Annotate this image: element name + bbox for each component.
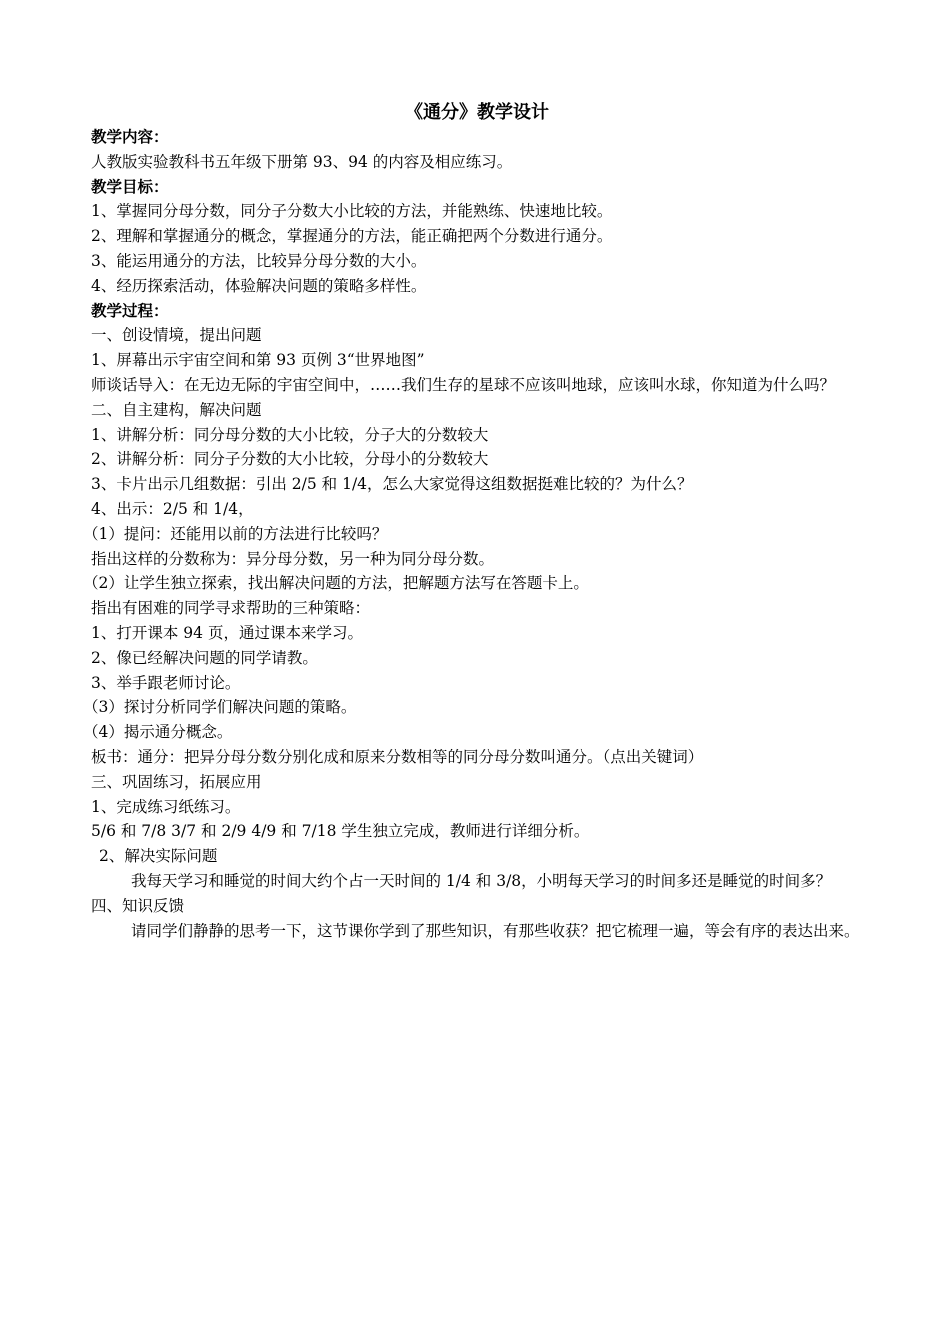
document-paragraph: 一、创设情境，提出问题	[91, 326, 262, 345]
section-heading: 教学目标：	[91, 176, 169, 196]
document-paragraph: 4、出示：2/5 和 1/4，	[91, 499, 254, 518]
document-paragraph: 1、完成练习纸练习。	[91, 797, 241, 816]
document-paragraph: 二、自主建构，解决问题	[91, 400, 262, 419]
section-heading: 教学过程：	[91, 300, 169, 320]
document-paragraph: 1、打开课本 94 页，通过课本来学习。	[91, 623, 363, 642]
document-paragraph: 3、能运用通分的方法，比较异分母分数的大小。	[91, 251, 427, 270]
document-paragraph: 师谈话导入：在无边无际的宇宙空间中，……我们生存的星球不应该叫地球，应该叫水球，你知道为什么吗？	[91, 375, 836, 394]
document-body	[83, 101, 863, 943]
document-paragraph: 1、掌握同分母分数，同分子分数大小比较的方法，并能熟练、快速地比较。	[91, 202, 613, 221]
document-paragraph: 四、知识反馈	[91, 896, 185, 915]
document-paragraph: （2）让学生独立探索，找出解决问题的方法，把解题方法写在答题卡上。	[83, 574, 589, 593]
document-paragraph: 4、经历探索活动，体验解决问题的策略多样性。	[91, 276, 427, 295]
document-paragraph: 请同学们静静的思考一下，这节课你学到了那些知识，有那些收获？把它梳理一遍，等会有序的表达出来。	[131, 921, 860, 940]
document-paragraph: （1）提问：还能用以前的方法进行比较吗？	[83, 524, 388, 543]
document-paragraph: （3）探讨分析同学们解决问题的策略。	[83, 698, 357, 717]
document-paragraph: 2、讲解分析：同分子分数的大小比较，分母小的分数较大	[91, 450, 489, 469]
document-paragraph: 3、卡片出示几组数据：引出 2/5 和 1/4，怎么大家觉得这组数据挺难比较的？为什么？	[91, 475, 693, 494]
document-paragraph: （4）揭示通分概念。	[83, 723, 233, 742]
document-paragraph: 5/6 和 7/8 3/7 和 2/9 4/9 和 7/18 学生独立完成，教师进行详细分析。	[91, 822, 590, 841]
section-heading: 教学内容：	[91, 127, 169, 146]
document-paragraph: 三、巩固练习，拓展应用	[91, 772, 262, 791]
document-paragraph: 2、解决实际问题	[99, 847, 218, 866]
document-paragraph: 2、理解和掌握通分的概念，掌握通分的方法，能正确把两个分数进行通分。	[91, 227, 613, 246]
document-paragraph: 1、讲解分析：同分母分数的大小比较，分子大的分数较大	[91, 425, 489, 444]
document-paragraph: 1、屏幕出示宇宙空间和第 93 页例 3“世界地图”	[91, 351, 425, 370]
document-title: 《通分》教学设计	[405, 102, 549, 123]
document-paragraph: 我每天学习和睡觉的时间大约个占一天时间的 1/4 和 3/8，小明每天学习的时间多还是睡觉的时间多？	[131, 871, 832, 890]
document-lines	[83, 125, 863, 943]
document-paragraph: 3、举手跟老师讨论。	[91, 673, 241, 692]
document-paragraph: 2、像已经解决问题的同学请教。	[91, 648, 318, 667]
document-paragraph: 指出有困难的同学寻求帮助的三种策略：	[91, 599, 371, 618]
document-paragraph: 指出这样的分数称为：异分母分数，另一种为同分母分数。	[91, 549, 495, 568]
document-paragraph: 人教版实验教科书五年级下册第 93、94 的内容及相应练习。	[91, 152, 513, 171]
document-paragraph: 板书：通分：把异分母分数分别化成和原来分数相等的同分母分数叫通分。（点出关键词）	[91, 747, 704, 766]
